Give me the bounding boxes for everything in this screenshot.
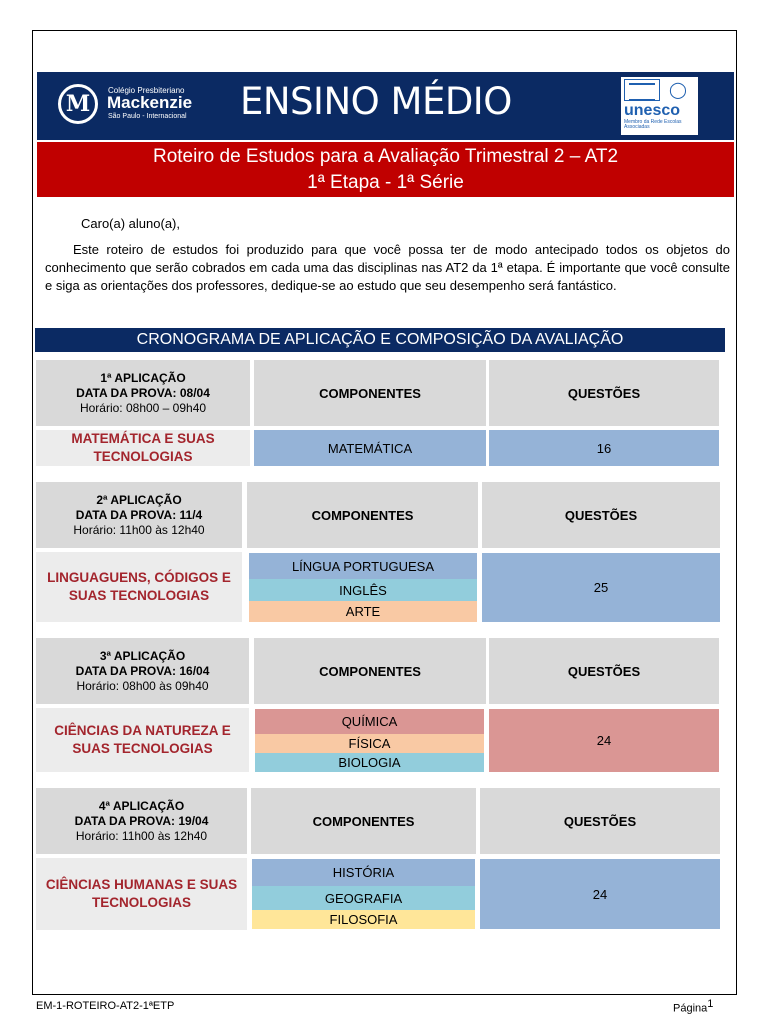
components-header: COMPONENTES (254, 360, 486, 426)
component-item: FÍSICA (255, 734, 484, 753)
unesco-word: unesco (624, 102, 681, 119)
component-item: INGLÊS (249, 579, 477, 601)
footer-page-number: 1 (707, 998, 714, 1010)
greeting: Caro(a) aluno(a), (81, 216, 180, 231)
application-time: Horário: 08h00 – 09h40 (79, 400, 207, 415)
question-count: 24 (489, 709, 719, 772)
network-icon: ◯ (669, 82, 687, 99)
question-count: 16 (489, 430, 719, 466)
application-date: DATA DA PROVA: 16/04 (75, 663, 210, 678)
mackenzie-logo (58, 84, 98, 124)
schedule-title: CRONOGRAMA DE APLICAÇÃO E COMPOSIÇÃO DA AVALIAÇÃO (35, 328, 725, 352)
area-name: LINGUAGUENS, CÓDIGOS E SUAS TECNOLOGIAS (36, 552, 242, 622)
questions-header: QUESTÕES (489, 638, 719, 704)
application-title: 4ª APLICAÇÃO (98, 798, 185, 813)
intro-section (45, 215, 730, 295)
application-header (36, 360, 250, 426)
logo-letter: M (65, 91, 91, 117)
component-item: LÍNGUA PORTUGUESA (249, 553, 477, 579)
area-name: CIÊNCIAS HUMANAS E SUAS TECNOLOGIAS (36, 858, 247, 930)
questions-header: QUESTÕES (480, 788, 720, 854)
questions-header: QUESTÕES (489, 360, 719, 426)
footer-document-code: EM-1-ROTEIRO-AT2-1ªETP (36, 1000, 175, 1012)
page-title: ENSINO MÉDIO (240, 80, 512, 123)
footer-page (673, 998, 713, 1015)
subtitle-bar (37, 142, 734, 197)
question-count: 24 (480, 859, 720, 929)
component-item: ARTE (249, 601, 477, 622)
question-count: 25 (482, 553, 720, 622)
application-title: 1ª APLICAÇÃO (100, 370, 186, 385)
intro-paragraph: Este roteiro de estudos foi produzido para que você possa ter de modo antecipado todos os objetos do conhecimento que serão cobrados em cada uma das disciplinas nas AT2 da 1ª etapa. É importante que você consulte e siga as orientações dos professores, dedique-se ao estudo que seu desempenho será fantástico. (45, 242, 730, 293)
subtitle-line-1: Roteiro de Estudos para a Avaliação Trimestral 2 – AT2 (152, 146, 619, 167)
application-title: 3ª APLICAÇÃO (99, 648, 186, 663)
application-header (36, 788, 247, 854)
area-name: CIÊNCIAS DA NATUREZA E SUAS TECNOLOGIAS (36, 708, 249, 772)
application-time: Horário: 11h00 às 12h40 (75, 828, 208, 843)
application-header (36, 482, 242, 548)
school-bottom-label: São Paulo - Internacional (108, 113, 187, 120)
footer-page-label: Página (673, 1002, 708, 1015)
components-header: COMPONENTES (254, 638, 486, 704)
application-time: Horário: 08h00 às 09h40 (76, 678, 209, 693)
component-item: HISTÓRIA (252, 859, 475, 886)
school-name: Mackenzie (107, 93, 193, 112)
component-item: MATEMÁTICA (254, 430, 486, 466)
application-header (36, 638, 249, 704)
questions-header: QUESTÕES (482, 482, 720, 548)
application-date: DATA DA PROVA: 11/4 (75, 507, 203, 522)
application-date: DATA DA PROVA: 19/04 (74, 813, 209, 828)
unesco-logo (621, 77, 698, 135)
component-item: QUÍMICA (255, 709, 484, 734)
components-header: COMPONENTES (251, 788, 476, 854)
unesco-subtitle: Membro da Rede Escolas Associadas (624, 119, 682, 130)
subtitle-line-2: 1ª Etapa - 1ª Série (307, 172, 464, 193)
component-item: GEOGRAFIA (252, 886, 475, 910)
application-date: DATA DA PROVA: 08/04 (76, 385, 210, 400)
school-top-label: Colégio Presbiteriano (108, 86, 185, 95)
components-header: COMPONENTES (247, 482, 478, 548)
application-title: 2ª APLICAÇÃO (96, 492, 182, 507)
component-item: FILOSOFIA (252, 910, 475, 929)
component-item: BIOLOGIA (255, 753, 484, 772)
application-time: Horário: 11h00 às 12h40 (73, 522, 205, 537)
unesco-temple-icon (624, 79, 660, 101)
area-name: MATEMÁTICA E SUAS TECNOLOGIAS (36, 430, 250, 466)
